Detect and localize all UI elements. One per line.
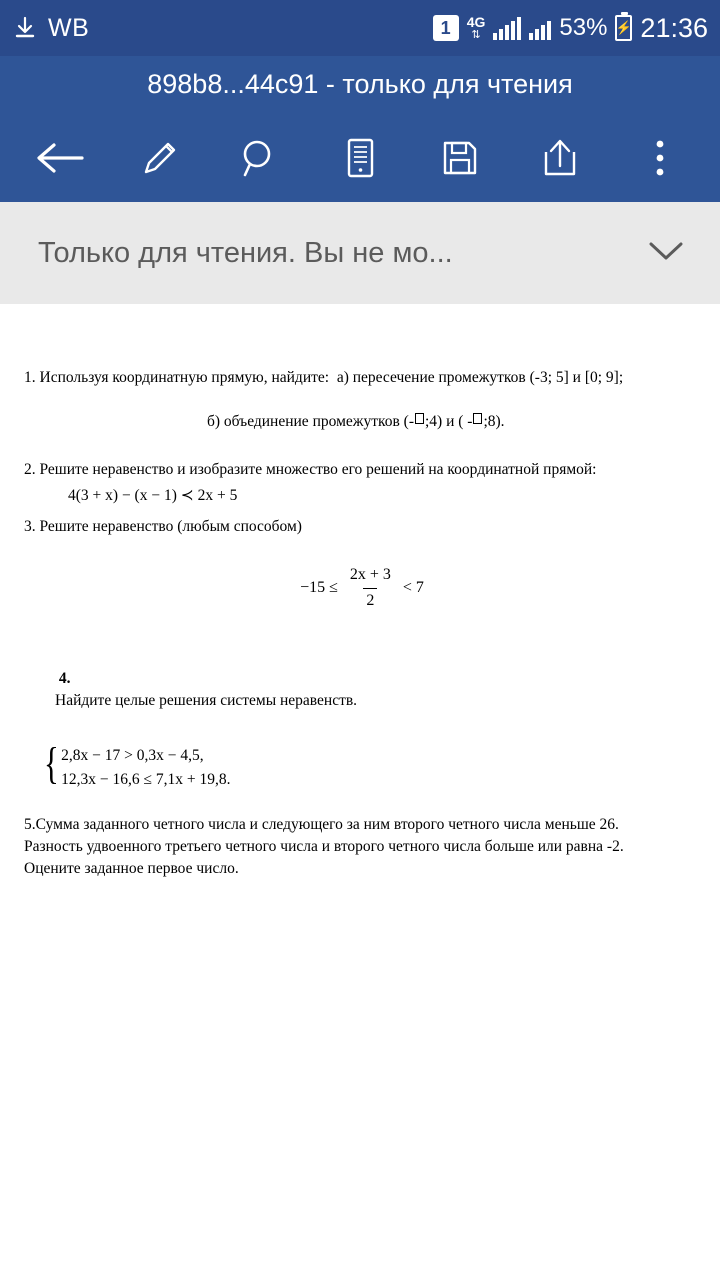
- system-row-1: 2,8x − 17 > 0,3x − 4,5,: [61, 747, 204, 765]
- task-1b-pre: б) объединение промежутков (-: [207, 413, 414, 430]
- task-3-fraction: [342, 564, 399, 612]
- task-1b-post: ;8).: [483, 413, 505, 430]
- chevron-down-icon[interactable]: [646, 238, 686, 269]
- task-1b-mid: ;4) и ( -: [425, 413, 473, 430]
- missing-glyph-box-1: [415, 413, 424, 424]
- page-title: 898b8...44c91 - только для чтения: [147, 69, 573, 99]
- task-1-line-a: 1. Используя координатную прямую, найдите: а) пересечение промежутков (-3; 5] и [0; 9];: [24, 369, 624, 386]
- fraction-denominator: 2: [363, 588, 377, 613]
- read-only-message: Только для чтения. Вы не мо...: [38, 236, 453, 269]
- task-5-line-2: Разность удвоенного третьего четного числа и второго четного числа больше или равна -2.: [24, 837, 624, 855]
- data-transfer-arrows: ⇅: [471, 29, 481, 41]
- save-icon[interactable]: [428, 126, 492, 190]
- task-2-line: 2. Решите неравенство и изобразите множество его решений на координатной прямой:: [24, 461, 597, 478]
- read-only-notice-bar[interactable]: [0, 202, 720, 304]
- network-type-label: 4G: [466, 14, 486, 30]
- system-row-2: 12,3x − 16,6 ≤ 7,1x + 19,8.: [61, 770, 231, 788]
- task-4-line: [24, 646, 700, 734]
- fraction-numerator: 2x + 3: [349, 566, 391, 583]
- task-3-right-side: < 7: [402, 578, 424, 596]
- task-3-inequality: [24, 564, 700, 612]
- back-arrow-icon[interactable]: [28, 126, 92, 190]
- system-rows: [61, 744, 230, 791]
- status-bar: [0, 0, 720, 56]
- task-4-number: 4.: [58, 670, 71, 688]
- notification-badge: 1: [433, 15, 459, 41]
- signal-strength-icon-2: [529, 16, 551, 40]
- system-brace: {: [44, 739, 59, 789]
- task-1-line-b: [24, 389, 700, 455]
- task-4-system: [24, 739, 700, 791]
- app-toolbar: [0, 113, 720, 202]
- status-bar-right: [433, 13, 708, 44]
- pencil-icon[interactable]: [128, 126, 192, 190]
- task-3-left-side: −15 ≤: [300, 578, 338, 596]
- reading-mode-icon[interactable]: [328, 126, 392, 190]
- network-type-indicator: [467, 15, 486, 41]
- document-page: [0, 304, 720, 880]
- missing-glyph-box-2: [473, 413, 482, 424]
- status-bar-left: [12, 14, 433, 43]
- search-icon[interactable]: [228, 126, 292, 190]
- download-icon: [12, 15, 38, 41]
- task-5-line-1: 5.Сумма заданного четного числа и следующего за ним второго четного числа меньше 26.: [24, 815, 619, 833]
- task-4-text: Найдите целые решения системы неравенств.: [55, 692, 358, 710]
- clock-label: 21:36: [640, 12, 708, 43]
- share-icon[interactable]: [528, 126, 592, 190]
- battery-icon: [615, 15, 632, 41]
- task-2-equation: 4(3 + x) − (x − 1) ≺ 2x + 5: [68, 487, 238, 504]
- signal-strength-icon-1: [493, 16, 521, 40]
- document-viewport[interactable]: [0, 304, 720, 1280]
- battery-percent-label: 53%: [559, 14, 608, 41]
- more-options-icon[interactable]: [628, 126, 692, 190]
- status-app-label: WB: [48, 13, 90, 42]
- task-5-line-3: Оцените заданное первое число.: [24, 859, 239, 877]
- task-3-line: 3. Решите неравенство (любым способом): [24, 518, 302, 535]
- battery-charging-glyph: ⚡: [615, 20, 633, 35]
- app-title-bar: [0, 56, 720, 113]
